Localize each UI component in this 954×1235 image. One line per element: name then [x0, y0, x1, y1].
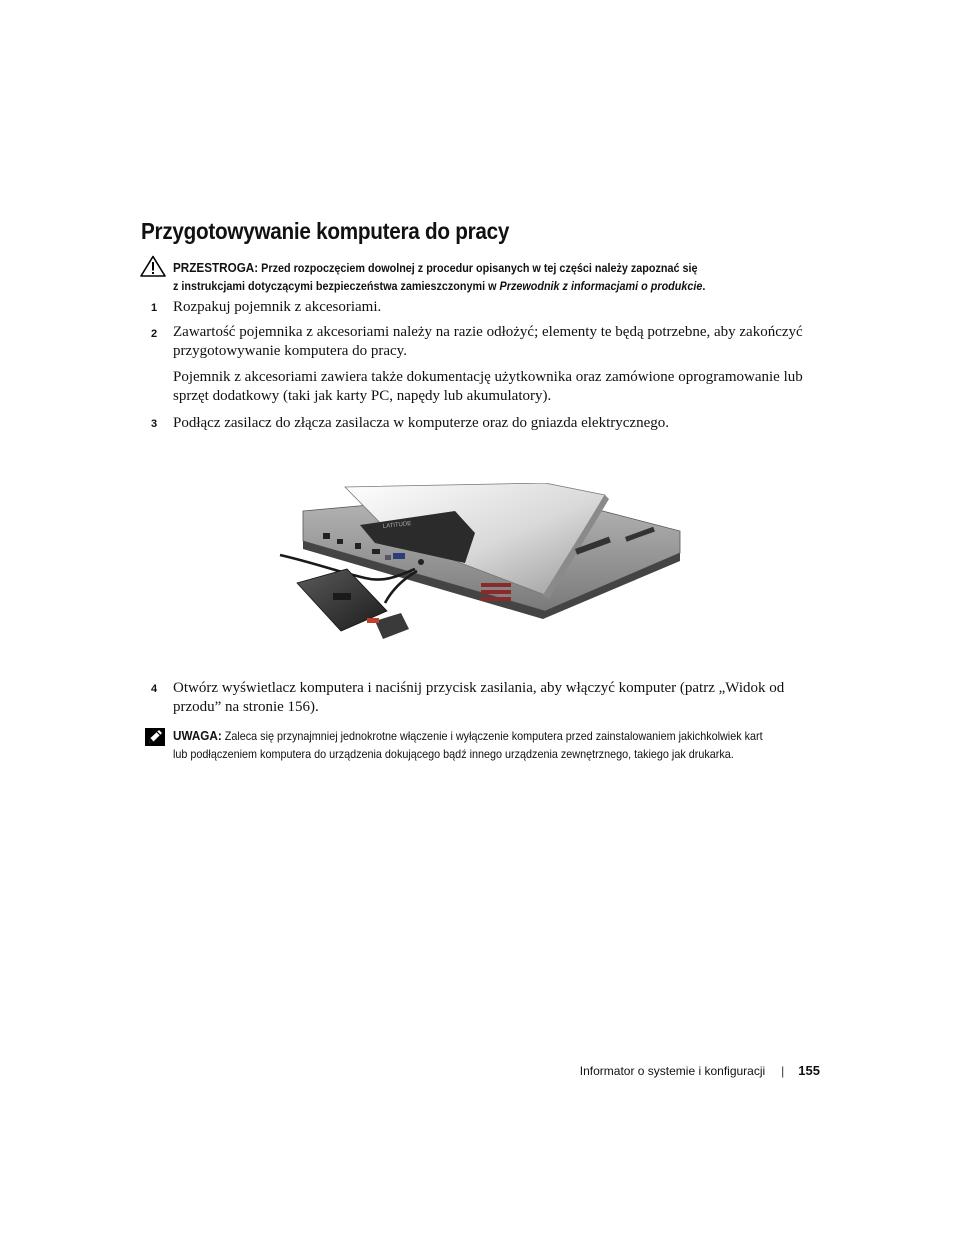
laptop-adapter-illustration: [275, 483, 685, 658]
pencil-note-icon: [144, 727, 166, 747]
page-footer: [500, 1063, 820, 1078]
step-text: Otwórz wyświetlacz komputera i naciśnij przycisk zasilania, aby włączyć komputer (patrz „Widok od przodu” na stronie 156).: [173, 680, 785, 715]
caution-line1: Przed rozpoczęciem dowolnej z procedur opisanych w tej części należy zapoznać się: [261, 261, 698, 275]
step-text: Zawartość pojemnika z akcesoriami należy na razie odłożyć; elementy te będą potrzebne, aby zakończyć przygotowywanie komputera do pracy.: [173, 324, 803, 359]
step-number: 1: [151, 302, 158, 314]
step-text: Podłącz zasilacz do złącza zasilacza w komputerze oraz do gniazda elektrycznego.: [173, 415, 669, 431]
step-extra-text: Pojemnik z akcesoriami zawiera także dokumentację użytkownika oraz zamówione oprogramowanie lub sprzęt dodatkowy (taki jak karty PC, napędy lub akumulatory).: [173, 369, 803, 404]
caution-line2: z instrukcjami dotyczącymi bezpieczeństwa zamieszczonymi w: [173, 279, 497, 293]
caution-label: PRZESTROGA:: [173, 260, 259, 275]
note-label: UWAGA:: [173, 728, 222, 743]
step-number: 3: [151, 418, 158, 430]
warning-triangle-icon: [140, 255, 166, 277]
step-number: 4: [151, 683, 158, 695]
lid-brand-text: LATITUDE: [382, 521, 412, 530]
page-title: Przygotowywanie komputera do pracy: [141, 218, 510, 244]
note-block: [173, 727, 767, 763]
footer-book-title: Informator o systemie i konfiguracji: [579, 1064, 766, 1078]
page-number: 155: [798, 1063, 820, 1078]
step-text: Rozpakuj pojemnik z akcesoriami.: [173, 299, 382, 315]
caution-block: PRZESTROGA: Przed rozpoczęciem dowolnej z procedur opisanych w tej części należy zapoznać się z instrukcjami dotyczącymi bezpieczeństwa zamieszczonymi w Przewodnik z informacjami o produkcie.: [173, 260, 706, 293]
caution-book-title: Przewodnik z informacjami o produkcie: [499, 279, 703, 293]
footer-separator: |: [781, 1064, 785, 1078]
note-text: Zaleca się przynajmniej jednokrotne włączenie i wyłączenie komputera przed zainstalowaniem jakichkolwiek kart lub podłączeniem komputera do urządzenia dokującego bądź innego urządzenia zewnętrznego, takiego jak drukarka.: [173, 729, 763, 761]
step-number: 2: [151, 328, 158, 340]
